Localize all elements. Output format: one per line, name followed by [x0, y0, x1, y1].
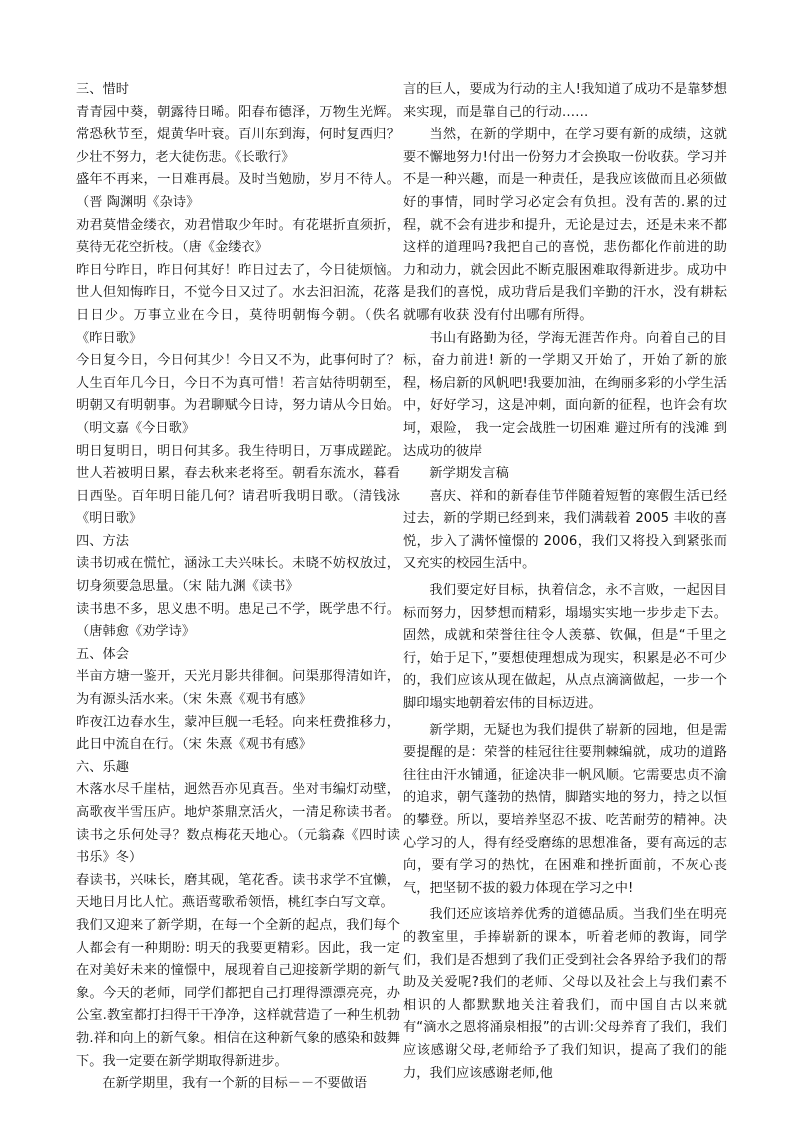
- poem-spring-reading: 春读书，兴味长，磨其砚，笔花香。读书求学不宜懒，天地日月比人忙。燕语莺歌希领悟，桃红李白写文章。: [76, 872, 400, 911]
- paragraph-study-responsibility: 当然，在新的学期中，在学习要有新的成绩，这就要不懈地努力!付出一份努力才会换取一份收获。学习并不是一种兴趣，而是一种责任，是我应该做而且必须做好的事情，同时学习必定会有负担。没有苦的.累的过程，就不会有进步和提升，无论是过去，还是未来不都这样的道理吗?我把自己的喜悦，悲伤都化作前进的助力和动力，就会因此不断克服困难取得新进步。成功中是我们的喜悦，成功背后是我们辛勤的汗水，没有耕耘就哪有收获 没有付出哪有所得。: [403, 127, 727, 323]
- paragraph-study-path: 书山有路勤为径，学海无涯苦作舟。向着自己的目标，奋力前进! 新的一学期又开始了，开始了新的旅程，杨启新的风帆吧!我要加油，在绚丽多彩的小学生活中，好好学习，这是冲刺，面向新的征程，也许会有坎坷，艰险， 我一定会战胜一切困难 避过所有的浅滩 到达成功的彼岸: [403, 330, 727, 459]
- paragraph-action: 言的巨人，要成为行动的主人!我知道了成功不是靠梦想来实现，而是靠自己的行动……: [403, 82, 727, 120]
- poem-guanshuyougan-2: 昨夜江边春水生，蒙冲巨舰一毛轻。向来枉费推移力，此日中流自在行。（宋 朱熹《观书有感》: [76, 714, 400, 753]
- heading-experience: 五、体会: [76, 646, 129, 662]
- poem-zashi: 盛年不再来，一日难再晨。及时当勉励，岁月不待人。（晋 陶渊明《杂诗》: [76, 172, 400, 210]
- paragraph-moral-quality: 我们还应该培养优秀的道德品质。当我们坐在明亮的教室里，手捧崭新的课本，听着老师的教诲，同学们，我们是否想到了我们正受到社会各界给予我们的帮助及关爱呢?我们的老师、父母以及社会上与我们素不相识的人都默默地关注着我们，而中国自古以来就有“滴水之恩将涌泉相报”的古训:父母养育了我们，我们应该感谢父母,老师给予了我们知识，提高了我们的能力，我们应该感谢老师,他: [403, 907, 727, 1081]
- poem-dushu: 读书切戒在慌忙，涵泳工夫兴味长。未晓不妨权放过，切身须要急思量。（宋 陆九渊《读书》: [76, 556, 400, 595]
- poem-changgexing: 青青园中葵，朝露待日晞。阳春布德泽，万物生光辉。常恐秋节至，焜黄华叶衰。百川东到海，何时复西归？少壮不努力，老大徒伤悲。《长歌行》: [76, 104, 400, 165]
- paragraph-new-semester: 我们又迎来了新学期，在每一个全新的起点，我们每个人都会有一种期盼: 明天的我要更精彩。因此，我一定在对美好未来的憧憬中，展现着自己迎接新学期的新气象。今天的老师，同学们都把自己打理得漂漂亮亮，办公室.教室都打扫得干干净净，这样就营造了一种生机勃勃.祥和向上的新气象。相信在这种新气象的感染和鼓舞下。我一定要在新学期取得新进步。: [76, 917, 400, 1069]
- poem-jinlvyi: 劝君莫惜金缕衣，劝君惜取少年时。有花堪折直须折，莫待无花空折枝。（唐《金缕衣》: [76, 217, 400, 256]
- heading-method: 四、方法: [76, 533, 129, 549]
- paragraph-new-goal: 在新学期里，我有一个新的目标－－不要做语: [102, 1076, 368, 1092]
- poem-mingrige: 明日复明日，明日何其多。我生待明日，万事成蹉跎。世人若被明日累，春去秋来老将至。朝看东流水，暮看日西坠。百年明日能几何？请君听我明日歌。（清钱泳《明日歌》: [76, 443, 400, 527]
- paragraph-goals: 我们要定好目标，执着信念，永不言败，一起因目标而努力，因梦想而精彩，塌塌实实地一步步走下去。固然，成就和荣誉往往令人羡慕、钦佩，但是“千里之行，始于足下，”要想使理想成为现实，积累是必不可少的，我们应该从现在做起，从点点滴滴做起，一步一个脚印塌实地朝着宏伟的目标迈进。: [403, 583, 727, 712]
- poem-sishidushule: 木落水尽千崖枯，迥然吾亦见真吾。坐对韦编灯动壁，高歌夜半雪压庐。地炉茶鼎烹活火，一清足称读书者。读书之乐何处寻？数点梅花天地心。（元翁森《四时读书乐》冬）: [76, 782, 400, 866]
- heading-cherish-time: 三、惜时: [76, 82, 129, 97]
- poem-jinrige: 今日复今日，今日何其少！今日又不为，此事何时了？人生百年几今日，今日不为真可惜！若言姑待明朝至，明朝又有明朝事。为君聊赋今日诗，努力请从今日始。（明文嘉《今日歌》: [76, 353, 400, 436]
- paragraph-perseverance: 新学期，无疑也为我们提供了崭新的园地，但是需要提醒的是：荣誉的桂冠往往要荆棘编就，成功的道路往往由汗水铺通，征途决非一帆风顺。它需要忠贞不渝的追求，朝气蓬勃的热情，脚踏实地的努力，持之以恒的攀登。所以，要培养坚忍不拔、吃苦耐劳的精神。决心学习的人，得有经受磨练的思想准备，要有高远的志向，要有学习的热忱，在困难和挫折面前，不灰心丧气，把坚韧不拔的毅力体现在学习之中!: [403, 722, 727, 896]
- poem-quanxueshi: 读书患不多，思义患不明。患足己不学，既学患不行。（唐韩愈《劝学诗》: [76, 601, 400, 640]
- paragraph-new-year: 喜庆、祥和的新春佳节伴随着短暂的寒假生活已经过去，新的学期已经到来，我们满载着 2005 丰收的喜悦，步入了满怀憧憬的 2006，我们又将投入到紧张而又充实的校园生活中。: [403, 488, 727, 572]
- poem-zuorige: 昨日兮昨日，昨日何其好！昨日过去了，今日徒烦恼。世人但知悔昨日，不觉今日又过了。水去汩汩流，花落日日少。万事立业在今日，莫待明朝悔今朝。（佚名《昨日歌》: [76, 262, 400, 346]
- speech-title: 新学期发言稿: [429, 466, 509, 482]
- poem-guanshuyougan-1: 半亩方塘一鉴开，天光月影共徘徊。问渠那得清如许，为有源头活水来。（宋 朱熹《观书有感》: [76, 669, 400, 708]
- right-column: [403, 79, 727, 1085]
- heading-joy: 六、乐趣: [76, 759, 129, 775]
- left-column: [76, 79, 400, 1096]
